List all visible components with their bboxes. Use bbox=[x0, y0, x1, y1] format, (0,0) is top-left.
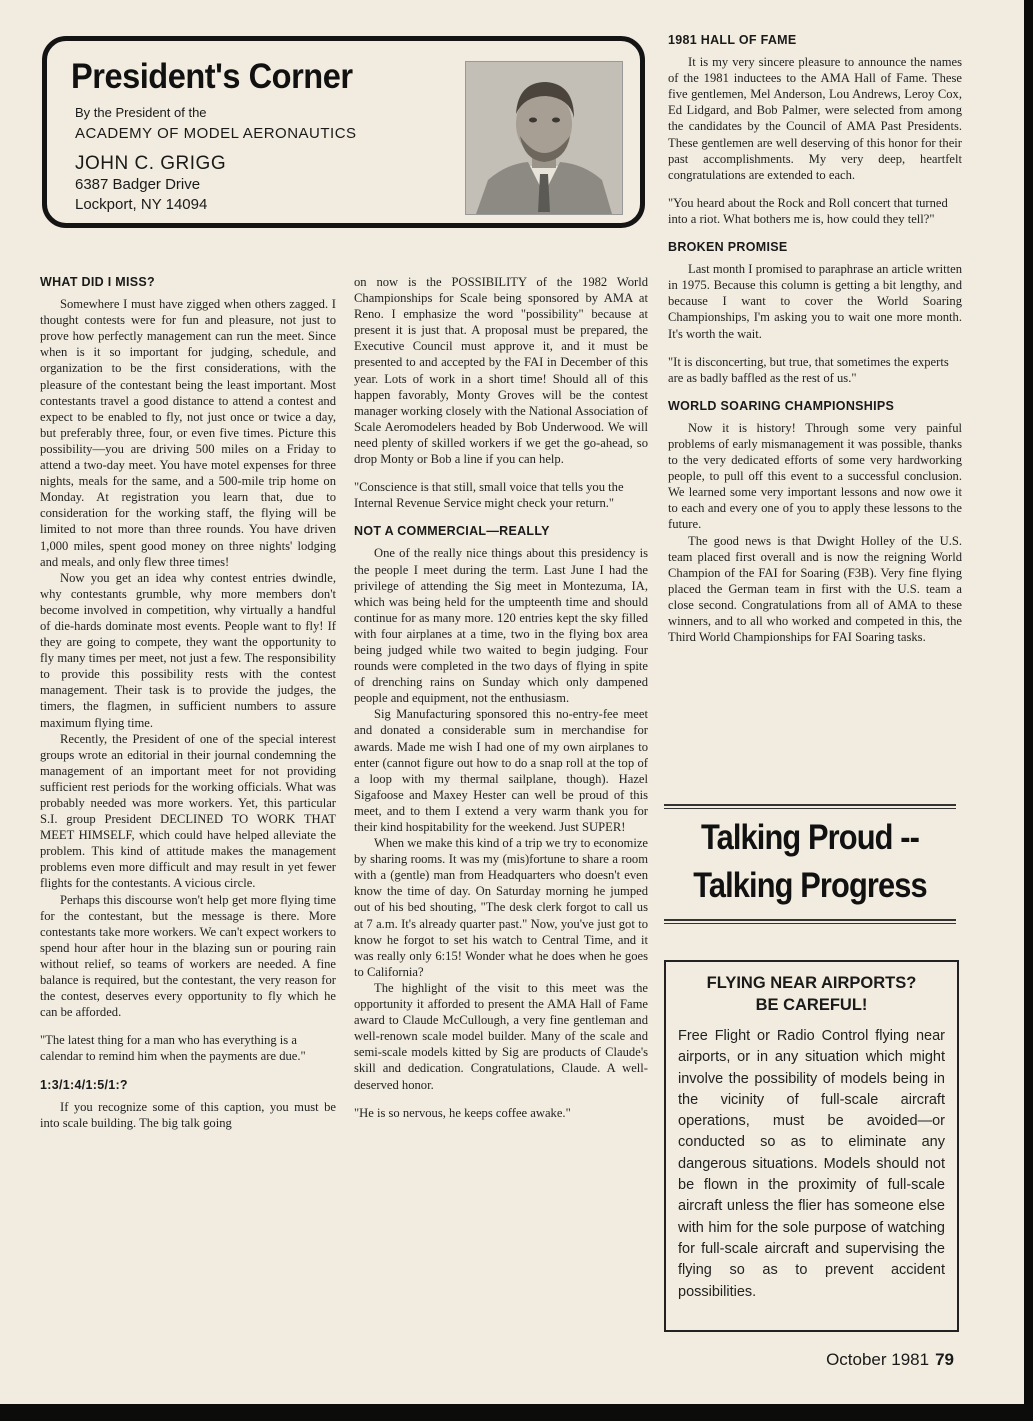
banner-line-1: Talking Proud -- bbox=[700, 818, 920, 857]
author-address-city: Lockport, NY 14094 bbox=[75, 196, 208, 213]
notice-title-line-2: BE CAREFUL! bbox=[755, 996, 868, 1014]
banner-rule-bottom bbox=[664, 919, 956, 924]
portrait-illustration bbox=[466, 62, 622, 214]
talking-proud-banner bbox=[664, 804, 956, 924]
quote: "You heard about the Rock and Roll concert that turned into a riot. What bothers me is, how could they tell?" bbox=[668, 195, 948, 226]
paragraph: The good news is that Dwight Holley of the U.S. team placed first overall and is now the reigning World Champion of the FAI for Soaring (F3B). Very fine flying placed the German team in first with the U.S. team a close second. Congratulations from all of AMA to these winners, and to all who worked and competed in this, the Third World Championships for FAI Soaring tasks. bbox=[668, 533, 962, 645]
paragraph: The highlight of the visit to this meet was the opportunity it afforded to present the AMA Hall of Fame award to Claude McCullough, a very fine gentleman and well-renown scale model builder. Many of the scale and semi-scale models kitted by Sig are products of Claude's skill and dedication. Congratulations, Claude. A well-deserved honor. bbox=[354, 980, 648, 1092]
author-address-street: 6387 Badger Drive bbox=[75, 176, 201, 193]
article-column-2 bbox=[354, 274, 648, 1133]
quote: "It is disconcerting, but true, that sometimes the experts are as badly baffled as the rest of us." bbox=[668, 354, 949, 385]
issue-date: October 1981 bbox=[826, 1350, 930, 1369]
organization-name: ACADEMY OF MODEL AERONAUTICS bbox=[75, 125, 357, 142]
quote: "He is so nervous, he keeps coffee awake." bbox=[354, 1105, 571, 1120]
notice-title-line-1: FLYING NEAR AIRPORTS? bbox=[706, 974, 917, 992]
paragraph: Sig Manufacturing sponsored this no-entry-fee meet and donated a considerable sum in merchandise for awards. Made me wish I had one of my own airplanes to enter (cannot figure out how to do a snap roll at the top of a loop with my thermal sailplane, though). Hazel Sigafoose and Maxey Hester can well be proud of this meet, and to them I extend a very warm thank you for their kind hospitability for the weekend. Just SUPER! bbox=[354, 707, 648, 834]
article-column-3 bbox=[668, 32, 962, 645]
paragraph: Recently, the President of one of the special interest groups wrote an editorial in their journal condemning the management of an important meet for not providing sufficient rest periods for the working officials. What was probably needed was more workers. Yet, this particular S.I. group President DECLINED TO WORK THAT MEET HIMSELF, which could have helped alleviate the problem. This kind of attitude makes the management problems even more difficult and may result in yet fewer flights for the contestants. A vicious circle. bbox=[40, 731, 336, 891]
column-header-box bbox=[42, 36, 645, 228]
page-footer bbox=[826, 1350, 954, 1370]
heading-world-soaring: WORLD SOARING CHAMPIONSHIPS bbox=[668, 398, 895, 413]
paragraph: Now it is history! Through some very painful problems of early mismanagement it was possible, thanks to the very dedicated efforts of some very hardworking people, to pull off this event to a successful conclusion. We learned some very important lessons and now owe it to each and every one of you to apply these lessons to the future. bbox=[668, 420, 962, 532]
airport-safety-notice bbox=[664, 960, 959, 1332]
heading-scale-ratios: 1:3/1:4/1:5/1:? bbox=[40, 1077, 128, 1092]
quote: "The latest thing for a man who has everything is a calendar to remind him when the payments are due." bbox=[40, 1033, 306, 1064]
paragraph: Now you get an idea why contest entries dwindle, why contestants grumble, why more members don't become involved in competition, why virtually a handful of die-hards dominate most events. People want to fly! If they are going to compete, they want the opportunity to fly many times per meet, not just a few. The responsibility to provide this possibility rests with the contest management. Their task is to provide the judges, the timers, the flagmen, in sufficient numbers to assure maximum flying time. bbox=[40, 570, 336, 730]
banner-rule-top bbox=[664, 804, 956, 809]
paragraph: Somewhere I must have zigged when others zagged. I thought contests were for fun and pleasure, not just to prove how perfectly management can run the meet. Since when is it so important for judging, schedule, and organization to be the first considerations, with the pleasure of the contestant being the least important. Most contestants travel a good distance to attend a contest and expect to be enabled to fly, not just once or twice a day, but preferably three, four, or even five times. Picture this possibility—you are driving 500 miles on a Friday to attend a two-day meet. You have motel expenses for three nights, meals for the same, and a 500-mile trip home on Monday. At registration you learn that, due to consideration for the working staff, the flying will be limited to not more than three rounds. You have driven 1,000 miles, spent good money on three nights' lodging and meals, and only flew three times! bbox=[40, 297, 336, 569]
heading-not-a-commercial: NOT A COMMERCIAL—REALLY bbox=[354, 524, 550, 539]
heading-hall-of-fame: 1981 HALL OF FAME bbox=[668, 33, 797, 47]
byline: By the President of the bbox=[75, 105, 207, 120]
paragraph: Last month I promised to paraphrase an article written in 1975. Because this column is getting a bit lengthy, and because I want to cover the World Soaring Championships, I'm asking you to wait one more month. It's worth the wait. bbox=[668, 262, 962, 341]
paragraph: One of the really nice things about this presidency is the people I meet during the term. Last June I had the privilege of attending the Sig meet in Montezuma, IA, which was being held for the umpteenth time and should continue for as many more. 120 entries kept the sky filled with four airplanes at a time, two in the flying box area being judged while two waited to begin judging. Four rounds were completed in the two days of flying in spite of drenching rains on Sunday which only dampened people and equipment, not the enthusiasm. bbox=[354, 546, 648, 706]
heading-what-did-i-miss: WHAT DID I MISS? bbox=[40, 275, 155, 289]
banner-line-2: Talking Progress bbox=[693, 866, 927, 905]
paragraph: If you recognize some of this caption, you must be into scale building. The big talk going bbox=[40, 1099, 336, 1130]
notice-body: Free Flight or Radio Control flying near airports, or in any situation which might involve the possibility of models being in the vicinity of full-scale aircraft operations, must be avoided—or conducted so as to eliminate any dangerous situations. Models should not be flown in the proximity of full-scale aircraft unless the flier has someone else with him for the sole purpose of watching for full-scale aircraft and supervising the flying so as to prevent accident possibilities. bbox=[678, 1028, 945, 1300]
author-name: JOHN C. GRIGG bbox=[75, 153, 227, 174]
quote: "Conscience is that still, small voice that tells you the Internal Revenue Service might check your return." bbox=[354, 480, 624, 511]
article-column-1 bbox=[40, 274, 336, 1131]
notice-title bbox=[678, 972, 945, 1016]
paragraph: When we make this kind of a trip we try to economize by sharing rooms. It was my (mis)fortune to share a room with a (gentle) man from Headquarters who doesn't even know the time of day. On Saturday morning he jumped out of his bed shouting, "The desk clerk forgot to call us at 7 a.m. It's already quarter past." Now, you've just got to know he forgot to set his watch to Central Time, and it was really only 6:15! Wonder what he does when he goes to California? bbox=[354, 836, 648, 979]
author-portrait-photo bbox=[465, 61, 623, 215]
paragraph: on now is the POSSIBILITY of the 1982 World Championships for Scale being sponsored by AMA at Reno. I emphasize the word "possibility" because at present it is just that. A proposal must be prepared, the Executive Council must approve it, and it must be presented to and accepted by the FAI in December of this year. Lots of work in a short time! Should all of this happen favorably, Monty Groves will be the contest manager working closely with the National Association of Scale Aeromodelers headed by Bob Underwood. We will need plenty of skilled workers if we get the go-ahead, so drop Monty or Bob a line if you can help. bbox=[354, 275, 648, 467]
page-number: 79 bbox=[935, 1350, 954, 1369]
heading-broken-promise: BROKEN PROMISE bbox=[668, 240, 788, 255]
paragraph: It is my very sincere pleasure to announce the names of the 1981 inductees to the AMA Hall of Fame. These five gentlemen, Mel Anderson, Lou Andrews, Leroy Cox, Ed Lidgard, and Bob Palmer, were selected from among the candidates by the Council of AMA Past Presidents. These gentlemen are well deserving of this honor for their past accomplishments. My very deep, heartfelt congratulations are extended to each. bbox=[668, 55, 962, 182]
column-title: President's Corner bbox=[71, 57, 353, 96]
paragraph: Perhaps this discourse won't help get more flying time for the contestant, but the message is there. More contestants take more workers. We can't expect workers to spend hour after hour in the blazing sun or pouring rain without relief, so teams of workers are needed. A fine balance is required, but the contestant, the very reason for the contest, deserves every opportunity to fly which he can be afforded. bbox=[40, 892, 336, 1020]
